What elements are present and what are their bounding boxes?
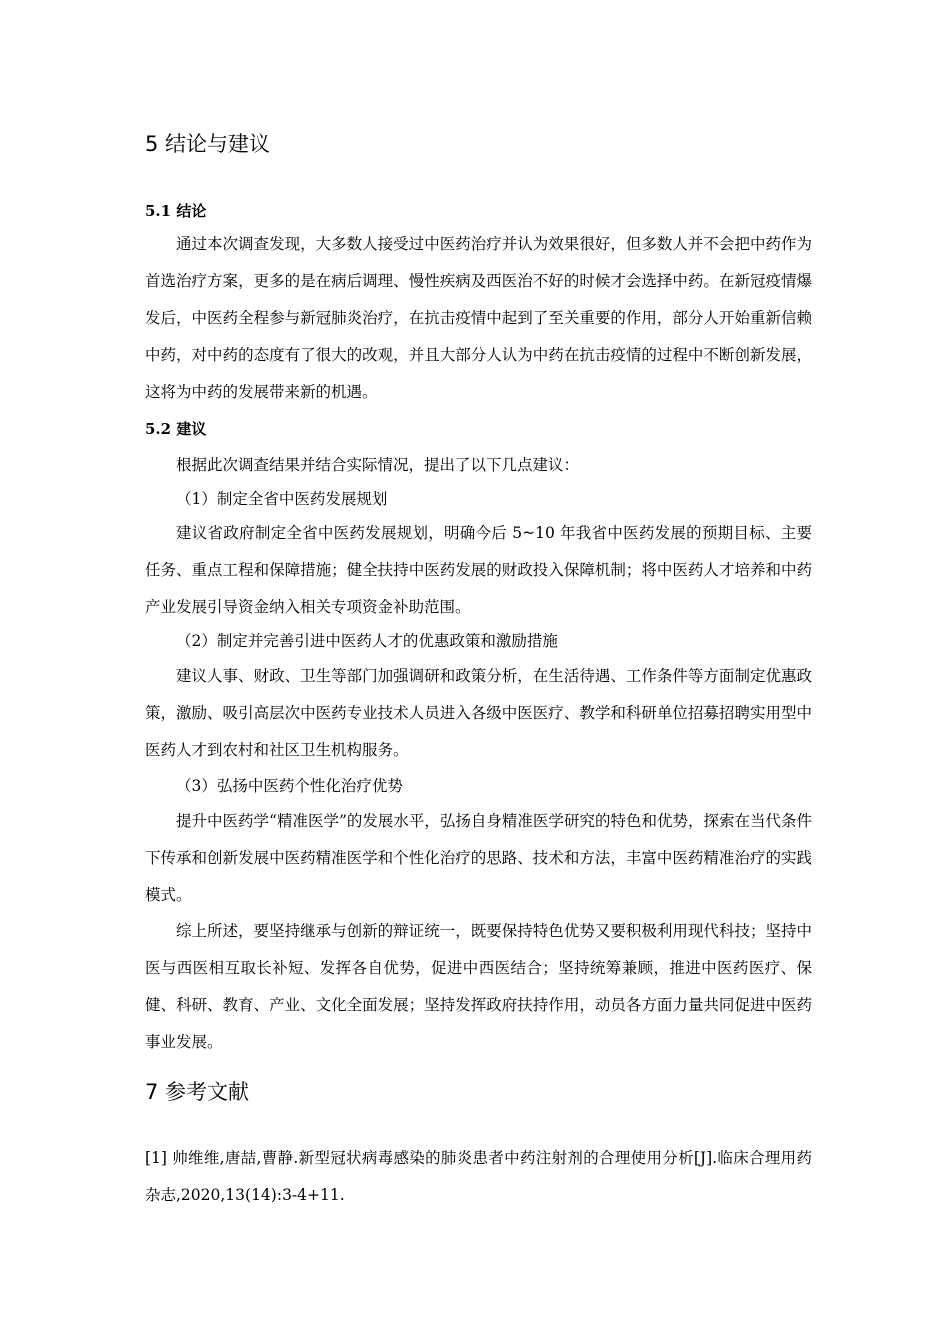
suggestion-3-body: 提升中医药学“精准医学”的发展水平，弘扬自身精准医学研究的特色和优势，探索在当代条件下传承和创新发展中医药精准医学和个性化治疗的思路、技术和方法，丰富中医药精准治疗的实践模式。 (145, 812, 812, 904)
section-5-1-title: 5.1 结论 (145, 202, 207, 220)
section-5-2-title: 5.2 建议 (145, 420, 207, 438)
suggestion-1-title: （1）制定全省中医药发展规划 (176, 490, 388, 508)
suggestion-3-title: （3）弘扬中医药个性化治疗优势 (176, 777, 403, 795)
reference-1: [1] 帅维维,唐喆,曹静.新型冠状病毒感染的肺炎患者中药注射剂的合理使用分析[J].临床合理用药杂志,2020,13(14):3-4+11. (145, 1149, 812, 1204)
suggestion-1-body: 建议省政府制定全省中医药发展规划，明确今后 5~10 年我省中医药发展的预期目标、主要任务、重点工程和保障措施；健全扶持中医药发展的财政投入保障机制；将中医药人才培养和中药产业发展引导资金纳入相关专项资金补助范围。 (145, 524, 812, 616)
suggestion-2-body: 建议人事、财政、卫生等部门加强调研和政策分析，在生活待遇、工作条件等方面制定优惠政策，激励、吸引高层次中医药专业技术人员进入各级中医医疗、教学和科研单位招募招聘实用型中医药人才到农村和社区卫生机构服务。 (145, 667, 812, 759)
suggestions-intro: 根据此次调查结果并结合实际情况，提出了以下几点建议： (176, 456, 580, 474)
section-5-title: 5 结论与建议 (145, 132, 271, 156)
conclusion-paragraph: 通过本次调查发现，大多数人接受过中医药治疗并认为效果很好，但多数人并不会把中药作为首选治疗方案，更多的是在病后调理、慢性疾病及西医治不好的时候才会选择中药。在新冠疫情爆发后，中医药全程参与新冠肺炎治疗，在抗击疫情中起到了至关重要的作用，部分人开始重新信赖中药，对中药的态度有了很大的改观，并且大部分人认为中药在抗击疫情的过程中不断创新发展，这将为中药的发展带来新的机遇。 (145, 235, 812, 401)
section-7-title: 7 参考文献 (145, 1080, 250, 1104)
summary-paragraph: 综上所述，要坚持继承与创新的辩证统一，既要保持特色优势又要积极利用现代科技；坚持中医与西医相互取长补短、发挥各自优势，促进中西医结合；坚持统筹兼顾，推进中医药医疗、保健、科研、教育、产业、文化全面发展；坚持发挥政府扶持作用，动员各方面力量共同促进中医药事业发展。 (145, 922, 812, 1051)
suggestion-2-title: （2）制定并完善引进中医药人才的优惠政策和激励措施 (176, 632, 558, 650)
